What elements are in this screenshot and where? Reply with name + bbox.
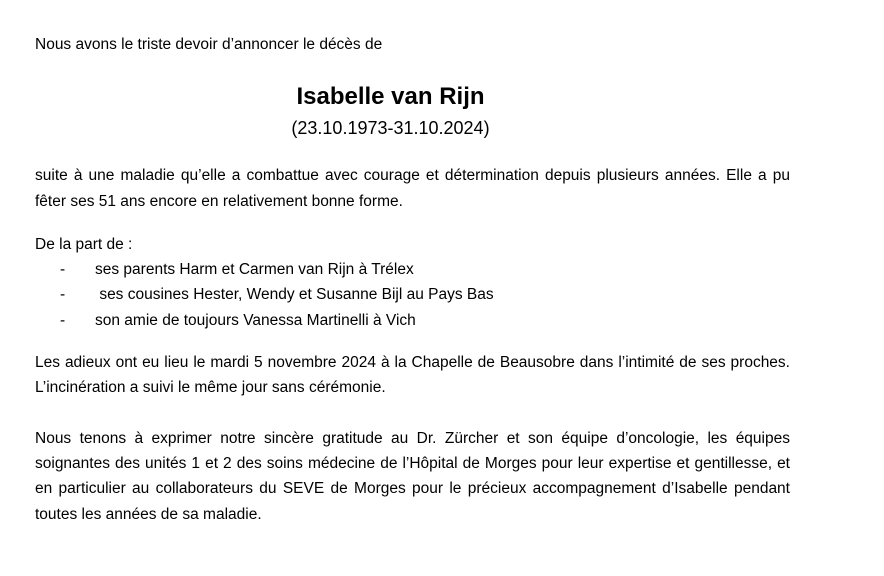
list-item-text: ses cousines Hester, Wendy et Susanne Bijl au Pays Bas bbox=[95, 286, 494, 304]
list-item bbox=[35, 257, 790, 282]
paragraph-farewell: Les adieux ont eu lieu le mardi 5 novembre 2024 à la Chapelle de Beausobre dans l’intimité de ses proches. L’incinération a suivi le même jour sans cérémonie. bbox=[35, 354, 790, 397]
dash-bullet: - bbox=[60, 311, 66, 329]
from-label: De la part de : bbox=[35, 235, 133, 253]
list-item-text: son amie de toujours Vanessa Martinelli à Vich bbox=[95, 311, 416, 329]
list-item-text: ses parents Harm et Carmen van Rijn à Trélex bbox=[95, 261, 414, 279]
dash-bullet: - bbox=[60, 261, 66, 279]
list-item bbox=[35, 308, 790, 333]
intro-line: Nous avons le triste devoir d’annoncer le décès de bbox=[35, 36, 383, 53]
paragraph-gratitude: Nous tenons à exprimer notre sincère gratitude au Dr. Zürcher et son équipe d’oncologie, les équipes soignantes des unités 1 et 2 des soins médecine de l’Hôpital de Morges pour leur expertise et gentillesse, et en particulier au collaborateurs du SEVE de Morges pour le précieux accompagnement d’Isabelle pendant toutes les années de sa maladie. bbox=[35, 429, 790, 523]
deceased-dates: (23.10.1973-31.10.2024) bbox=[291, 118, 490, 139]
deceased-header bbox=[35, 83, 746, 139]
paragraph-illness: suite à une maladie qu’elle a combattue avec courage et détermination depuis plusieurs années. Elle a pu fêter ses 51 ans encore en relativement bonne forme. bbox=[35, 167, 790, 210]
dash-bullet: - bbox=[60, 286, 66, 304]
deceased-name: Isabelle van Rijn bbox=[296, 83, 485, 111]
list-item bbox=[35, 282, 790, 307]
family-list bbox=[35, 257, 790, 333]
